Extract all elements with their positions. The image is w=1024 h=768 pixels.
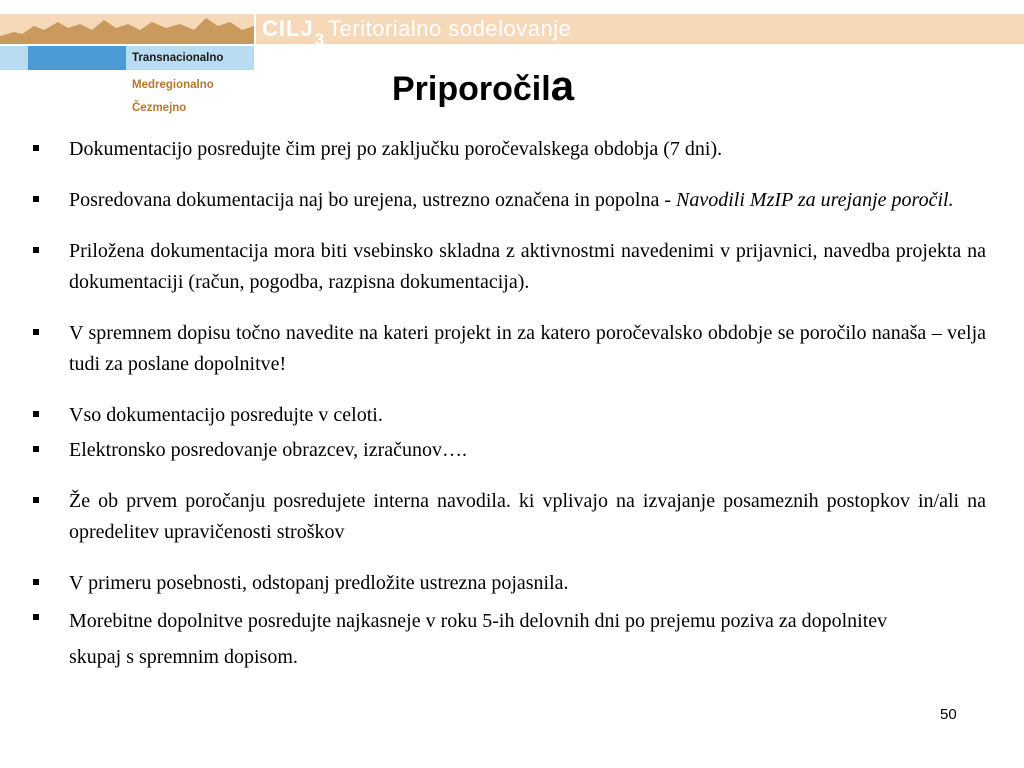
list-item <box>32 435 986 466</box>
list-item <box>32 318 986 380</box>
category-bar-active <box>28 46 126 70</box>
page-title-main: Priporočil <box>392 70 551 108</box>
list-item-text: V spremnem dopisu točno navedite na kateri projekt in za katero poročevalsko obdobje se poročilo nanaša – velja tudi za poslane dopolnitve! <box>69 322 986 375</box>
category-cezmejno: Čezmejno <box>132 102 187 114</box>
list-item <box>32 185 986 216</box>
brand-logo <box>262 16 572 49</box>
slide-number: 50 <box>940 706 957 723</box>
category-medregionalno: Medregionalno <box>132 79 214 91</box>
header-separator <box>254 14 256 44</box>
list-item <box>32 400 986 431</box>
list-item <box>32 486 986 548</box>
page-title <box>392 62 574 110</box>
list-item <box>32 568 986 599</box>
category-bar-left <box>0 46 28 70</box>
list-item-text: Vso dokumentacijo posredujte v celoti. <box>69 404 383 426</box>
list-item <box>32 236 986 298</box>
brand-text: Teritorialno sodelovanje <box>328 16 572 41</box>
page-title-last-letter: a <box>550 62 575 109</box>
list-item <box>32 134 986 165</box>
brand-bold: CILJ <box>262 16 314 41</box>
list-item-text: V primeru posebnosti, odstopanj predložite ustrezna pojasnila. <box>69 572 569 594</box>
list-item-text: Že ob prvem poročanju posredujete interna navodila. ki vplivajo na izvajanje posameznih postopkov in/ali na opredelitev upravičenosti stroškov <box>69 490 986 543</box>
list-item-text: Priložena dokumentacija mora biti vsebinsko skladna z aktivnostmi navedenimi v prijavnici, navedba projekta na dokumentaciji (račun, pogodba, razpisna dokumentacija). <box>69 240 986 293</box>
mountain-silhouette-icon <box>0 14 256 46</box>
brand-number: 3 <box>314 30 325 49</box>
list-item-text: Morebitne dopolnitve posredujte najkasneje v roku 5-ih delovnih dni po prejemu poziva za dopolnitev skupaj s spremnim dopisom. <box>69 610 888 668</box>
list-item-text: Dokumentacijo posredujte čim prej po zaključku poročevalskega obdobja (7 dni). <box>69 138 723 160</box>
list-item-italic-text: Navodili MzIP za urejanje poročil. <box>676 189 954 211</box>
recommendation-list <box>32 134 986 675</box>
category-transnacionalno: Transnacionalno <box>132 52 224 64</box>
list-item <box>32 603 909 675</box>
list-item-text: Elektronsko posredovanje obrazcev, izračunov…. <box>69 439 467 461</box>
list-item-text: Posredovana dokumentacija naj bo urejena, ustrezno označena in popolna - <box>69 189 677 211</box>
